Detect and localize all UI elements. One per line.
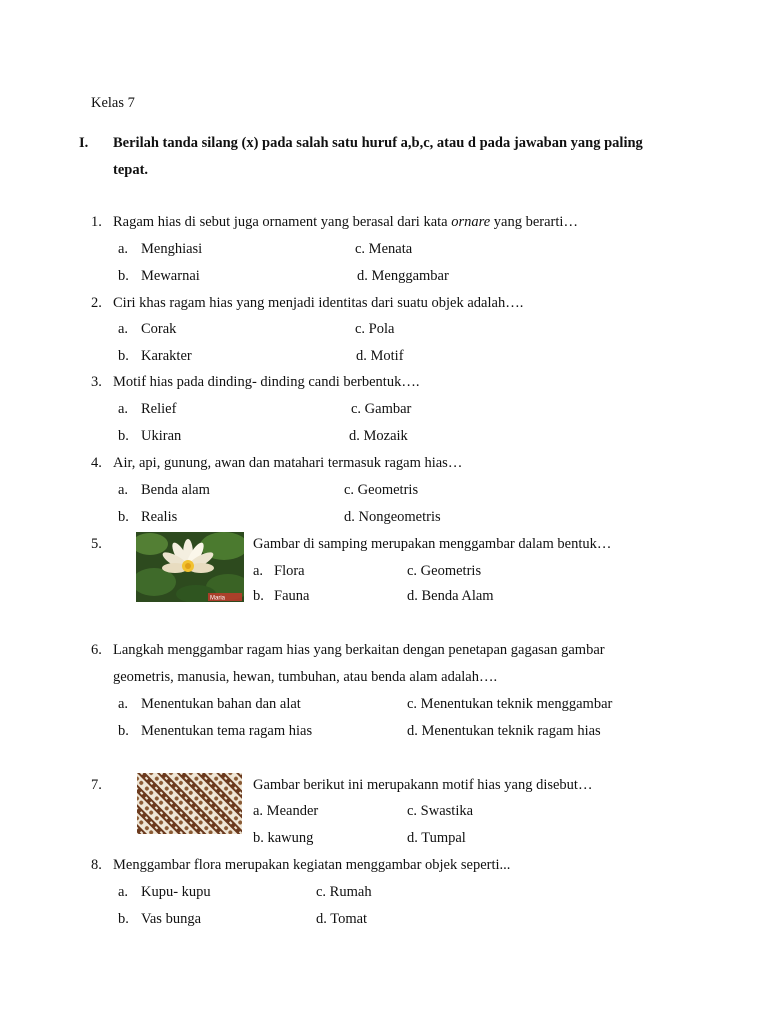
option-b[interactable]: Vas bunga [141, 911, 202, 927]
option-letter[interactable]: a. [118, 321, 129, 337]
option-b[interactable]: Mewarnai [141, 268, 200, 284]
option-a[interactable]: Kupu- kupu [141, 884, 211, 900]
option-b[interactable]: Karakter [141, 348, 192, 364]
option-a[interactable]: Menghiasi [141, 241, 203, 257]
question-number: 7. [91, 777, 102, 793]
option-b[interactable]: b. kawung [253, 830, 314, 846]
question-number: 1. [91, 214, 102, 230]
question-text-line2: geometris, manusia, hewan, tumbuhan, atau benda alam adalah…. [113, 669, 498, 685]
option-d[interactable]: d. Tumpal [407, 830, 466, 846]
section-instruction-line2: tepat. [113, 162, 149, 178]
option-letter[interactable]: b. [118, 509, 129, 525]
question-number: 6. [91, 642, 102, 658]
option-b[interactable]: Menentukan tema ragam hias [141, 723, 313, 739]
question-text: Gambar di samping merupakan menggambar dalam bentuk… [253, 536, 612, 552]
option-b[interactable]: Fauna [274, 588, 310, 604]
option-c[interactable]: c. Rumah [316, 884, 372, 900]
water-lily-image [136, 532, 244, 602]
option-letter[interactable]: b. [118, 348, 129, 364]
batik-parang-icon [137, 773, 242, 834]
question-number: 8. [91, 857, 102, 873]
option-letter[interactable]: a. [118, 482, 129, 498]
option-a[interactable]: Corak [141, 321, 177, 337]
question-text-italic: ornare [451, 214, 491, 230]
option-b[interactable]: Ukiran [141, 428, 182, 444]
question-number: 5. [91, 536, 102, 552]
question-text-part: yang berarti… [490, 214, 578, 230]
option-a[interactable]: Benda alam [141, 482, 210, 498]
section-number: I. [79, 135, 89, 151]
option-d[interactable]: d. Mozaik [349, 428, 408, 444]
water-lily-icon [136, 532, 244, 602]
option-c[interactable]: c. Gambar [351, 401, 412, 417]
option-c[interactable]: c. Menata [355, 241, 413, 257]
option-d[interactable]: d. Menggambar [357, 268, 449, 284]
question-number: 2. [91, 295, 102, 311]
question-text-line1: Langkah menggambar ragam hias yang berkaitan dengan penetapan gagasan gambar [113, 642, 605, 658]
question-text-part: Ragam hias di sebut juga ornament yang berasal dari kata [113, 214, 452, 230]
option-d[interactable]: d. Nongeometris [344, 509, 441, 525]
option-letter[interactable]: a. [118, 401, 129, 417]
option-a[interactable]: Menentukan bahan dan alat [141, 696, 301, 712]
question-text: Ciri khas ragam hias yang menjadi identitas dari suatu objek adalah…. [113, 295, 524, 311]
option-a[interactable]: a. Meander [253, 803, 319, 819]
option-c[interactable]: c. Pola [355, 321, 395, 337]
option-d[interactable]: d. Benda Alam [407, 588, 494, 604]
question-text: Menggambar flora merupakan kegiatan menggambar objek seperti... [113, 857, 511, 873]
option-letter[interactable]: b. [118, 723, 129, 739]
question-number: 4. [91, 455, 102, 471]
question-number: 3. [91, 374, 102, 390]
option-d[interactable]: d. Menentukan teknik ragam hias [407, 723, 601, 739]
option-d[interactable]: d. Tomat [316, 911, 368, 927]
option-c[interactable]: c. Geometris [344, 482, 419, 498]
question-text: Air, api, gunung, awan dan matahari termasuk ragam hias… [113, 455, 463, 471]
batik-image [137, 773, 242, 834]
option-letter[interactable]: b. [118, 268, 129, 284]
section-instruction-line1: Berilah tanda silang (x) pada salah satu huruf a,b,c, atau d pada jawaban yang paling [113, 135, 643, 151]
option-a[interactable]: Flora [274, 563, 305, 579]
option-letter[interactable]: a. [118, 696, 129, 712]
question-text: Motif hias pada dinding- dinding candi berbentuk…. [113, 374, 420, 390]
option-d[interactable]: d. Motif [356, 348, 404, 364]
option-letter[interactable]: b. [118, 428, 129, 444]
option-letter[interactable]: b. [253, 588, 264, 604]
option-letter[interactable]: b. [118, 911, 129, 927]
class-label: Kelas 7 [91, 95, 135, 111]
option-c[interactable]: c. Menentukan teknik menggambar [407, 696, 613, 712]
option-b[interactable]: Realis [141, 509, 178, 525]
option-a[interactable]: Relief [141, 401, 177, 417]
option-c[interactable]: c. Geometris [407, 563, 482, 579]
option-letter[interactable]: a. [118, 241, 129, 257]
question-text [113, 213, 578, 231]
question-text: Gambar berikut ini merupakann motif hias yang disebut… [253, 777, 593, 793]
option-c[interactable]: c. Swastika [407, 803, 474, 819]
option-letter[interactable]: a. [118, 884, 129, 900]
option-letter[interactable]: a. [253, 563, 264, 579]
image-watermark: Maria [210, 595, 226, 602]
